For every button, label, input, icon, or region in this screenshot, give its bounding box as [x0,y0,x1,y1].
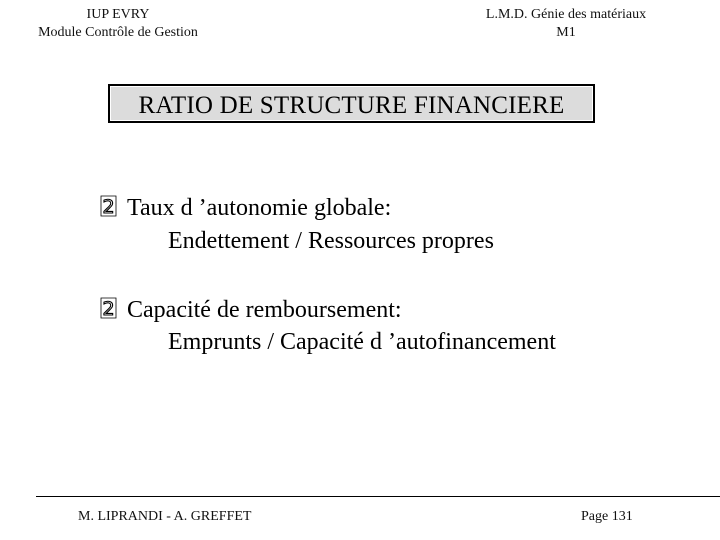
header-level: M1 [556,25,576,40]
formula-autonomie: Endettement / Ressources propres [168,228,494,254]
formula-remboursement: Emprunts / Capacité d ’autofinancement [168,329,556,355]
header-institution: IUP EVRY [86,7,150,22]
header-right [460,6,672,42]
header-module: Module Contrôle de Gestion [38,25,198,40]
bullet-item-remboursement [98,296,402,324]
header-left [18,6,218,42]
footer-divider [36,496,720,497]
header-program: L.M.D. Génie des matériaux [485,7,647,22]
footer-authors: M. LIPRANDI - A. GREFFET [78,509,252,524]
svg-text:2: 2 [102,196,115,218]
bullet-label-remboursement: Capacité de remboursement: [127,297,402,323]
bullet-label-autonomie: Taux d ’autonomie globale: [127,195,392,221]
footer-page-number: Page 131 [581,509,633,524]
slide-title: RATIO DE STRUCTURE FINANCIERE [138,92,565,119]
numbered-bullet-icon [98,296,119,320]
bullet-item-autonomie [98,194,391,222]
slide-title-box [108,84,595,123]
numbered-bullet-icon [98,194,119,218]
svg-text:2: 2 [102,298,115,320]
